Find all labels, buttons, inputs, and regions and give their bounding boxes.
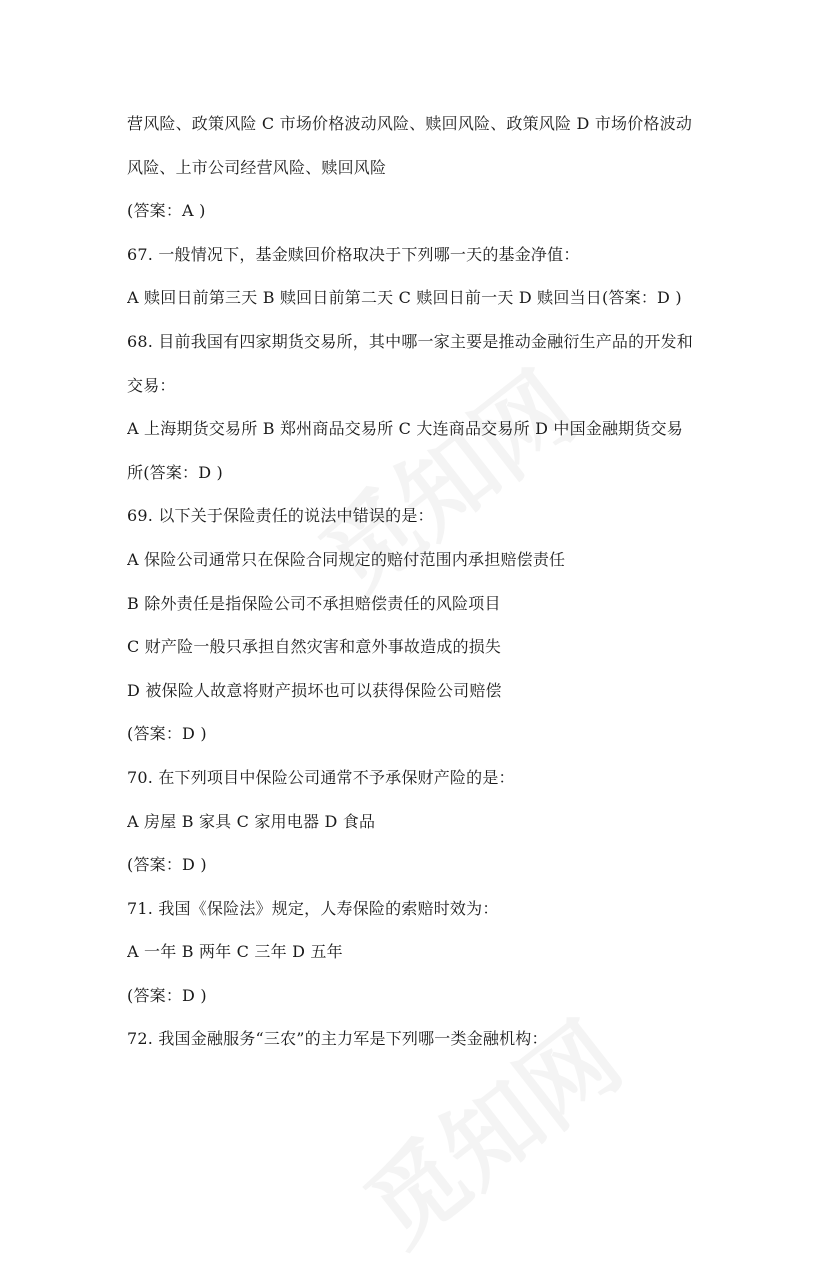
option-69-d: D 被保险人故意将财产损坏也可以获得保险公司赔偿 <box>127 680 502 700</box>
option-69-c: C 财产险一般只承担自然灾害和意外事故造成的损失 <box>127 637 502 657</box>
options-67: A 赎回日前第三天 B 赎回日前第二天 C 赎回日前一天 D 赎回当日(答案：D ) <box>127 288 682 308</box>
question-68-cont: 交易： <box>127 375 176 395</box>
document-body <box>127 102 712 1061</box>
option-69-b: B 除外责任是指保险公司不承担赔偿责任的风险项目 <box>127 593 501 613</box>
answer-line: (答案：D ) <box>127 855 207 875</box>
text-line: 营风险、政策风险 C 市场价格波动风险、赎回风险、政策风险 D 市场价格波动 <box>127 114 693 133</box>
answer-line: (答案：D ) <box>127 724 207 744</box>
options-68: A 上海期货交易所 B 郑州商品交易所 C 大连商品交易所 D 中国金融期货交易 <box>127 419 683 439</box>
options-68-cont: 所(答案：D ) <box>127 462 223 482</box>
options-71: A 一年 B 两年 C 三年 D 五年 <box>127 942 343 962</box>
answer-line: (答案：D ) <box>127 985 207 1005</box>
question-67: 67. 一般情况下，基金赎回价格取决于下列哪一天的基金净值： <box>127 244 580 264</box>
answer-line: (答案：A ) <box>127 201 206 221</box>
question-71: 71. 我国《保险法》规定，人寿保险的索赔时效为： <box>127 898 499 918</box>
question-70: 70. 在下列项目中保险公司通常不予承保财产险的是： <box>127 767 515 787</box>
question-69: 69. 以下关于保险责任的说法中错误的是： <box>127 506 434 526</box>
options-70: A 房屋 B 家具 C 家用电器 D 食品 <box>127 811 376 831</box>
question-68: 68. 目前我国有四家期货交易所，其中哪一家主要是推动金融衍生产品的开发和 <box>127 331 693 351</box>
text-line: 风险、上市公司经营风险、赎回风险 <box>127 157 387 177</box>
option-69-a: A 保险公司通常只在保险合同规定的赔付范围内承担赔偿责任 <box>127 549 566 569</box>
question-72: 72. 我国金融服务“三农”的主力军是下列哪一类金融机构： <box>127 1029 548 1049</box>
